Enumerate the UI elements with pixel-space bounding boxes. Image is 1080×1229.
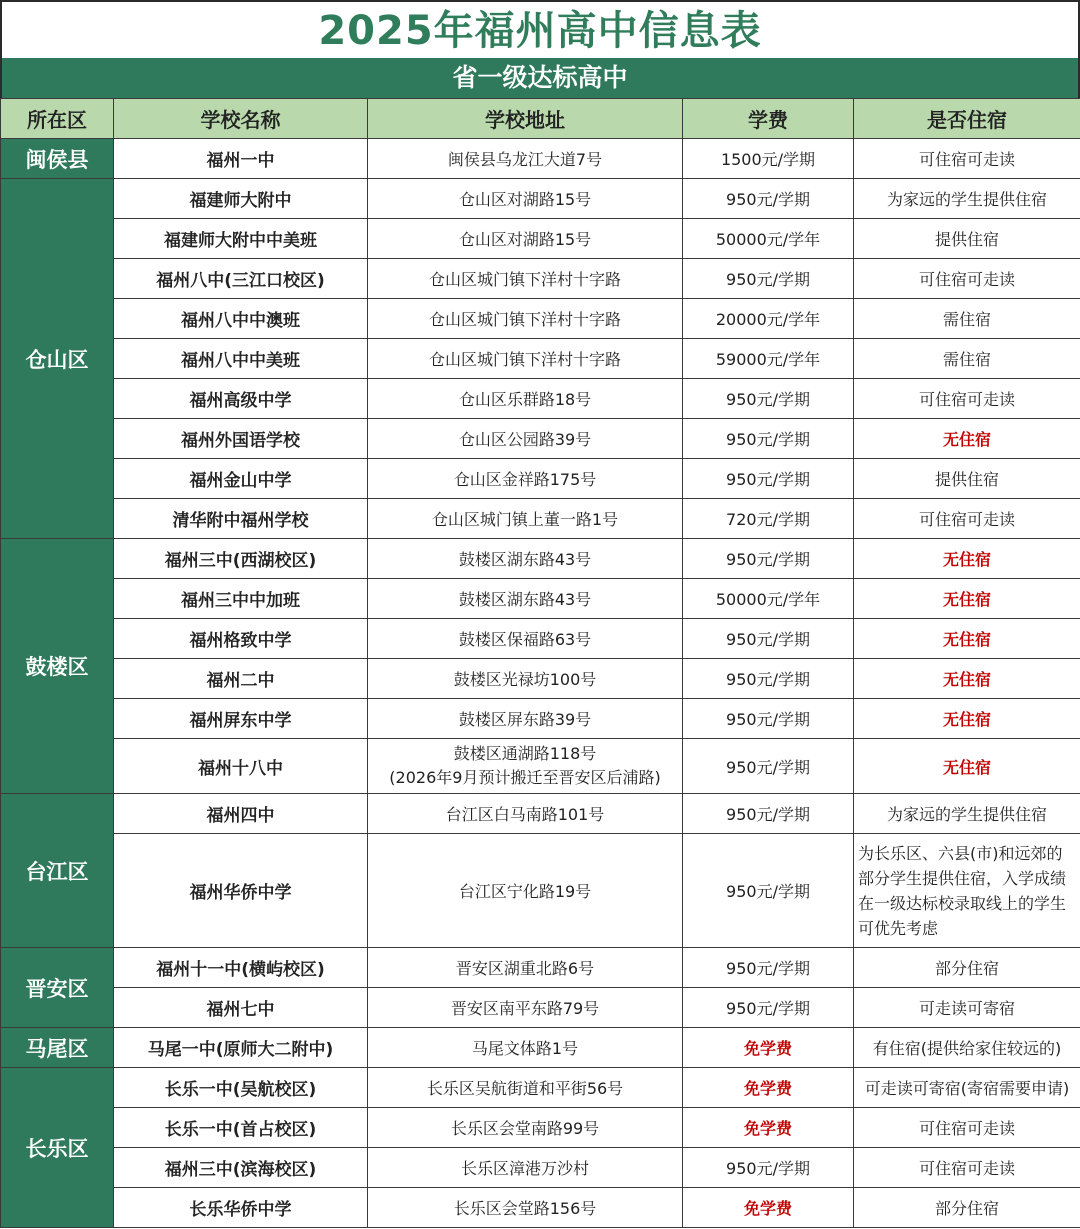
table-row bbox=[1, 339, 1080, 379]
school-fee: 950元/学期 bbox=[683, 659, 854, 699]
table-row bbox=[1, 259, 1080, 299]
table-row bbox=[1, 619, 1080, 659]
table-row bbox=[1, 834, 1080, 948]
school-address: 鼓楼区屏东路39号 bbox=[368, 699, 683, 739]
table-row bbox=[1, 699, 1080, 739]
school-fee: 950元/学期 bbox=[683, 419, 854, 459]
school-fee: 950元/学期 bbox=[683, 379, 854, 419]
school-boarding: 提供住宿 bbox=[854, 459, 1080, 499]
school-fee: 1500元/学期 bbox=[683, 139, 854, 179]
page-title: 2025年福州高中信息表 bbox=[0, 0, 1080, 58]
school-fee: 950元/学期 bbox=[683, 988, 854, 1028]
header-boarding: 是否住宿 bbox=[854, 99, 1080, 139]
school-name: 福州八中中澳班 bbox=[114, 299, 368, 339]
district-cell: 鼓楼区 bbox=[1, 539, 114, 794]
school-boarding: 可住宿可走读 bbox=[854, 499, 1080, 539]
school-address: 仓山区城门镇下洋村十字路 bbox=[368, 259, 683, 299]
table-row bbox=[1, 1028, 1080, 1068]
school-address: 仓山区城门镇下洋村十字路 bbox=[368, 299, 683, 339]
school-fee: 950元/学期 bbox=[683, 1148, 854, 1188]
school-fee: 950元/学期 bbox=[683, 794, 854, 834]
school-boarding: 提供住宿 bbox=[854, 219, 1080, 259]
header-address: 学校地址 bbox=[368, 99, 683, 139]
school-fee: 950元/学期 bbox=[683, 459, 854, 499]
school-boarding: 需住宿 bbox=[854, 299, 1080, 339]
school-name: 福州八中中美班 bbox=[114, 339, 368, 379]
school-boarding: 部分住宿 bbox=[854, 1188, 1080, 1228]
school-boarding: 无住宿 bbox=[854, 659, 1080, 699]
table-row bbox=[1, 539, 1080, 579]
school-boarding: 部分住宿 bbox=[854, 948, 1080, 988]
table-row bbox=[1, 948, 1080, 988]
school-boarding: 无住宿 bbox=[854, 699, 1080, 739]
school-fee: 免学费 bbox=[683, 1188, 854, 1228]
header-row bbox=[1, 99, 1080, 139]
school-fee: 50000元/学年 bbox=[683, 579, 854, 619]
header-school: 学校名称 bbox=[114, 99, 368, 139]
school-name: 福州三中(西湖校区) bbox=[114, 539, 368, 579]
school-name: 福州一中 bbox=[114, 139, 368, 179]
table-row bbox=[1, 459, 1080, 499]
school-fee: 免学费 bbox=[683, 1028, 854, 1068]
table-row bbox=[1, 1068, 1080, 1108]
school-boarding: 无住宿 bbox=[854, 739, 1080, 794]
district-cell: 马尾区 bbox=[1, 1028, 114, 1068]
table-row bbox=[1, 499, 1080, 539]
school-address: 长乐区会堂路156号 bbox=[368, 1188, 683, 1228]
school-boarding: 可走读可寄宿 bbox=[854, 988, 1080, 1028]
school-fee: 950元/学期 bbox=[683, 619, 854, 659]
school-address: 仓山区乐群路18号 bbox=[368, 379, 683, 419]
table-row bbox=[1, 1148, 1080, 1188]
school-name: 福建师大附中中美班 bbox=[114, 219, 368, 259]
table-row bbox=[1, 988, 1080, 1028]
school-name: 福州十一中(横屿校区) bbox=[114, 948, 368, 988]
school-address: 鼓楼区光禄坊100号 bbox=[368, 659, 683, 699]
school-fee: 50000元/学年 bbox=[683, 219, 854, 259]
school-address: 仓山区公园路39号 bbox=[368, 419, 683, 459]
school-address-note: (2026年9月预计搬迁至晋安区后浦路) bbox=[389, 768, 661, 787]
school-address: 鼓楼区通湖路118号 bbox=[453, 744, 597, 763]
school-boarding: 为家远的学生提供住宿 bbox=[854, 794, 1080, 834]
school-fee: 20000元/学年 bbox=[683, 299, 854, 339]
school-fee: 950元/学期 bbox=[683, 699, 854, 739]
district-cell: 长乐区 bbox=[1, 1068, 114, 1228]
school-address: 仓山区金祥路175号 bbox=[368, 459, 683, 499]
section-title: 省一级达标高中 bbox=[0, 58, 1080, 98]
school-name: 长乐华侨中学 bbox=[114, 1188, 368, 1228]
school-name: 福州二中 bbox=[114, 659, 368, 699]
school-name: 福州外国语学校 bbox=[114, 419, 368, 459]
school-name: 福州十八中 bbox=[114, 739, 368, 794]
school-name: 福州三中中加班 bbox=[114, 579, 368, 619]
district-cell: 台江区 bbox=[1, 794, 114, 948]
table-row bbox=[1, 739, 1080, 794]
school-boarding: 为长乐区、六县(市)和远郊的部分学生提供住宿，入学成绩在一级达标校录取线上的学生可优先考虑 bbox=[854, 834, 1080, 948]
school-name: 福州八中(三江口校区) bbox=[114, 259, 368, 299]
school-boarding: 可住宿可走读 bbox=[854, 1108, 1080, 1148]
school-address: 鼓楼区湖东路43号 bbox=[368, 579, 683, 619]
school-boarding: 为家远的学生提供住宿 bbox=[854, 179, 1080, 219]
school-fee: 950元/学期 bbox=[683, 539, 854, 579]
school-address: 晋安区南平东路79号 bbox=[368, 988, 683, 1028]
school-fee: 950元/学期 bbox=[683, 179, 854, 219]
school-name: 福州屏东中学 bbox=[114, 699, 368, 739]
table-row bbox=[1, 179, 1080, 219]
school-name: 福州金山中学 bbox=[114, 459, 368, 499]
school-boarding: 可走读可寄宿(寄宿需要申请) bbox=[854, 1068, 1080, 1108]
school-address: 仓山区城门镇上董一路1号 bbox=[368, 499, 683, 539]
district-cell: 闽侯县 bbox=[1, 139, 114, 179]
school-boarding: 无住宿 bbox=[854, 579, 1080, 619]
table-row bbox=[1, 1188, 1080, 1228]
school-address: 长乐区漳港万沙村 bbox=[368, 1148, 683, 1188]
table-row bbox=[1, 299, 1080, 339]
school-table bbox=[0, 98, 1080, 1228]
school-address: 仓山区对湖路15号 bbox=[368, 219, 683, 259]
school-address: 闽侯县乌龙江大道7号 bbox=[368, 139, 683, 179]
school-address: 长乐区会堂南路99号 bbox=[368, 1108, 683, 1148]
school-address: 台江区白马南路101号 bbox=[368, 794, 683, 834]
school-boarding: 可住宿可走读 bbox=[854, 1148, 1080, 1188]
school-address: 仓山区对湖路15号 bbox=[368, 179, 683, 219]
school-boarding: 可住宿可走读 bbox=[854, 139, 1080, 179]
school-fee: 950元/学期 bbox=[683, 834, 854, 948]
school-boarding: 无住宿 bbox=[854, 539, 1080, 579]
school-name: 福州四中 bbox=[114, 794, 368, 834]
table-row bbox=[1, 579, 1080, 619]
school-name: 福州高级中学 bbox=[114, 379, 368, 419]
school-fee: 950元/学期 bbox=[683, 739, 854, 794]
school-address: 马尾文体路1号 bbox=[368, 1028, 683, 1068]
school-fee: 59000元/学年 bbox=[683, 339, 854, 379]
school-boarding: 可住宿可走读 bbox=[854, 379, 1080, 419]
school-name: 福州七中 bbox=[114, 988, 368, 1028]
school-boarding: 可住宿可走读 bbox=[854, 259, 1080, 299]
school-name: 清华附中福州学校 bbox=[114, 499, 368, 539]
table-row bbox=[1, 379, 1080, 419]
header-district: 所在区 bbox=[1, 99, 114, 139]
table-row bbox=[1, 139, 1080, 179]
school-name: 福州格致中学 bbox=[114, 619, 368, 659]
school-boarding: 有住宿(提供给家住较远的) bbox=[854, 1028, 1080, 1068]
table-row bbox=[1, 659, 1080, 699]
table-row bbox=[1, 794, 1080, 834]
school-boarding: 无住宿 bbox=[854, 619, 1080, 659]
school-fee: 720元/学期 bbox=[683, 499, 854, 539]
school-fee: 950元/学期 bbox=[683, 259, 854, 299]
school-name: 福建师大附中 bbox=[114, 179, 368, 219]
school-address: 台江区宁化路19号 bbox=[368, 834, 683, 948]
school-address: 仓山区城门镇下洋村十字路 bbox=[368, 339, 683, 379]
header-fee: 学费 bbox=[683, 99, 854, 139]
school-boarding: 无住宿 bbox=[854, 419, 1080, 459]
table-row bbox=[1, 419, 1080, 459]
school-name: 福州三中(滨海校区) bbox=[114, 1148, 368, 1188]
district-cell: 晋安区 bbox=[1, 948, 114, 1028]
school-name: 福州华侨中学 bbox=[114, 834, 368, 948]
school-address: 长乐区吴航街道和平街56号 bbox=[368, 1068, 683, 1108]
school-name: 马尾一中(原师大二附中) bbox=[114, 1028, 368, 1068]
table-row bbox=[1, 1108, 1080, 1148]
school-name: 长乐一中(首占校区) bbox=[114, 1108, 368, 1148]
school-fee: 免学费 bbox=[683, 1108, 854, 1148]
school-fee: 950元/学期 bbox=[683, 948, 854, 988]
district-cell: 仓山区 bbox=[1, 179, 114, 539]
school-address: 晋安区湖重北路6号 bbox=[368, 948, 683, 988]
table-row bbox=[1, 219, 1080, 259]
school-name: 长乐一中(吴航校区) bbox=[114, 1068, 368, 1108]
school-boarding: 需住宿 bbox=[854, 339, 1080, 379]
school-address-cell bbox=[368, 739, 683, 794]
school-address: 鼓楼区湖东路43号 bbox=[368, 539, 683, 579]
school-address: 鼓楼区保福路63号 bbox=[368, 619, 683, 659]
school-fee: 免学费 bbox=[683, 1068, 854, 1108]
